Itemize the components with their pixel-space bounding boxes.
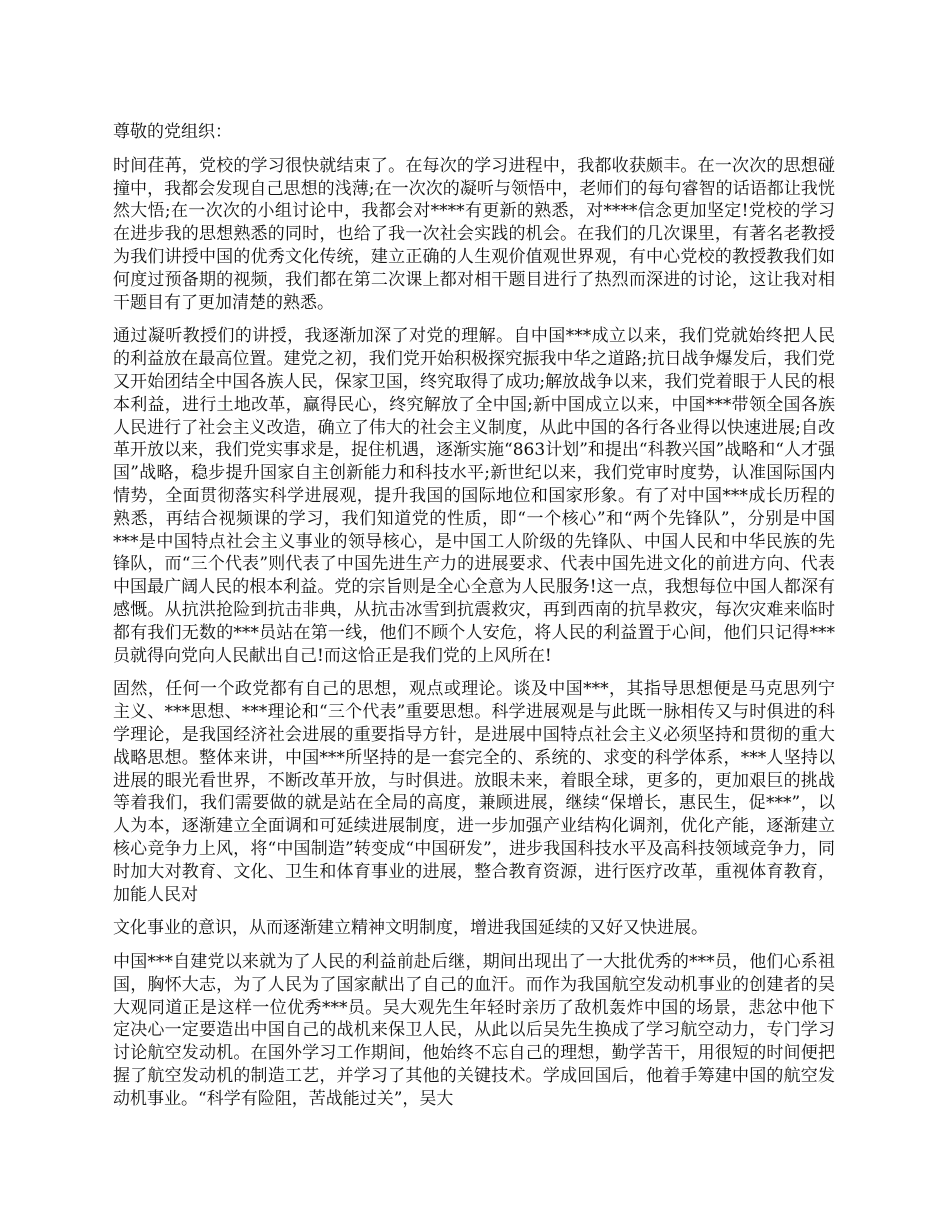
salutation: 尊敬的党组织： (113, 122, 232, 142)
paragraph-3: 固然，任何一个政党都有自己的思想，观点或理论。谈及中国***，其指导思想便是马克思列宁主义、***思想、***理论和“三个代表”重要思想。科学进展观是与此既一脉相传又与时俱进的科学理论，是我国经济社会进展的重要指导方针，是进展中国特点社会主义必须坚持和贯彻的重大战略思想。整体来讲，中国***所坚持的是一套完全的、系统的、求变的科学体系，***人坚持以进展的眼光看世界，不断改革开放，与时俱进。放眼未来，着眼全球，更多的，更加艰巨的挑战等着我们，我们需要做的就是站在全局的高度，兼顾进展，继续“保增长，惠民生，促***”，以人为本，逐渐建立全面调和可延续进展制度，进一步加强产业结构化调剂，优化产能，逐渐建立核心竞争力上风，将“中国制造”转变成“中国研发”，进步我国科技水平及高科技领域竞争力，同时加大对教育、文化、卫生和体育事业的进展，整合教育资源，进行医疗改革，重视体育教育，加能人民对 (113, 679, 835, 905)
paragraph-5: 中国***自建党以来就为了人民的利益前赴后继，期间出现出了一大批优秀的***员，他们心系祖国，胸怀大志，为了人民为了国家献出了自己的血汗。而作为我国航空发动机事业的创建者的吴大观同道正是这样一位优秀***员。吴大观先生年轻时亲历了敌机轰炸中国的场景，悲忿中他下定决心一定要造出中国自己的战机来保卫人民，从此以后吴先生换成了学习航空动力，专门学习讨论航空发动机。在国外学习工作期间，他始终不忘自己的理想，勤学苦干，用很短的时间便把握了航空发动机的制造工艺，并学习了其他的关键技术。学成回国后，他着手筹建中国的航空发动机事业。“科学有险阻，苦战能过关”，吴大 (113, 952, 835, 1109)
paragraph-2: 通过凝听教授们的讲授，我逐渐加深了对党的理解。自中国***成立以来，我们党就始终把人民的利益放在最高位置。建党之初，我们党开始积极探究振我中华之道路;抗日战争爆发后，我们党又开始团结全中国各族人民，保家卫国，终究取得了成功;解放战争以来，我们党着眼于人民的根本利益，进行土地改革，赢得民心，终究解放了全中国;新中国成立以来，中国***带领全国各族人民进行了社会主义改造，确立了伟大的社会主义制度，从此中国的各行各业得以快速进展;自改革开放以来，我们党实事求是，捉住机遇，逐渐实施“863计划”和提出“科教兴国”战略和“人才强国”战略，稳步提升国家自主创新能力和科技水平;新世纪以来，我们党审时度势，认准国际国内情势，全面贯彻落实科学进展观，提升我国的国际地位和国家形象。有了对中国***成长历程的熟悉，再结合视频课的学习，我们知道党的性质，即“一个核心”和“两个先锋队”，分别是中国***是中国特点社会主义事业的领导核心，是中国工人阶级的先锋队、中国人民和中华民族的先锋队，而“三个代表”则代表了中国先进生产力的进展要求、代表中国先进文化的前进方向、代表中国最广阔人民的根本利益。党的宗旨则是全心全意为人民服务!这一点，我想每位中国人都深有感慨。从抗洪抢险到抗击非典，从抗击冰雪到抗震救灾，再到西南的抗旱救灾，每次灾难来临时都有我们无数的***员站在第一线，他们不顾个人安危，将人民的利益置于心间，他们只记得***员就得向党向人民献出自己!而这恰正是我们党的上风所在! (113, 326, 835, 666)
paragraph-4: 文化事业的意识，从而逐渐建立精神文明制度，增进我国延续的又好又快进展。 (113, 918, 708, 939)
letter-body (113, 121, 835, 1122)
paragraph-1: 时间荏苒，党校的学习很快就结束了。在每次的学习进程中，我都收获颇丰。在一次次的思想碰撞中，我都会发现自己思想的浅薄;在一次次的凝听与领悟中，老师们的每句睿智的话语都让我恍然大悟;在一次次的小组讨论中，我都会对****有更新的熟悉，对****信念更加坚定!党校的学习在进步我的思想熟悉的同时，也给了我一次社会实践的机会。在我们的几次课里，有著名老教授为我们讲授中国的优秀文化传统，建立正确的人生观价值观世界观，有中心党校的教授教我们如何度过预备期的视频，我们都在第二次课上都对相干题目进行了热烈而深进的讨论，这让我对相干题目有了更加清楚的熟悉。 (113, 155, 835, 313)
